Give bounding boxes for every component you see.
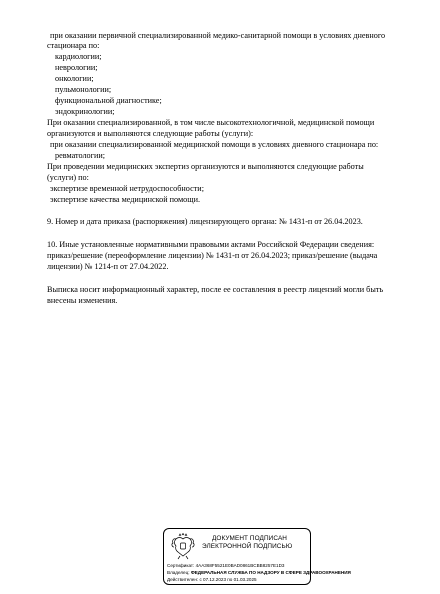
stamp-certificate: Сертификат: 4AA368F5521E0BAD0861BCBB8257E1D3 [167, 563, 285, 568]
stamp-title: ДОКУМЕНТ ПОДПИСАН [212, 535, 288, 542]
disclaimer-text: внесены изменения. [47, 296, 118, 305]
text-line: При оказании специализированной, в том числе высокотехнологичной, медицинской помощи [47, 118, 375, 127]
list-item: кардиологии; [55, 52, 102, 61]
section-9-text: 9. Номер и дата приказа (распоряжения) лицензирующего органа: № 1431-п от 26.04.2023. [47, 217, 363, 226]
stamp-title: ЭЛЕКТРОННОЙ ПОДПИСЬЮ [202, 543, 293, 550]
stamp-validity: Действителен: с 07.12.2023 по 01.03.2025 [167, 577, 257, 582]
text-line: При проведении медицинских экспертиз организуются и выполняются следующие работы [47, 162, 364, 171]
list-item: ревматологии; [55, 151, 106, 160]
text-line: при оказании специализированной медицинской помощи в условиях дневного стационара по: [50, 140, 379, 149]
section-10-text: лицензии) № 1214-п от 27.04.2022. [47, 262, 169, 271]
list-item: неврологии; [55, 63, 98, 72]
list-item: пульмонологии; [55, 85, 112, 94]
text-line: при оказании первичной специализированной медико-санитарной помощи в условиях дневного [50, 31, 386, 40]
list-item: функциональной диагностике; [55, 96, 162, 105]
electronic-signature-stamp [163, 528, 351, 585]
list-item: экспертизе временной нетрудоспособности; [50, 184, 204, 193]
text-line: (услуги) по: [47, 173, 89, 182]
section-10-text: 10. Иные установленные нормативными правовыми актами Российской Федерации сведения: [47, 240, 375, 249]
disclaimer-text: Выписка носит информационный характер, после ее составления в реестр лицензий могли быть [47, 285, 384, 294]
list-item: эндокринологии; [55, 107, 115, 116]
list-item: экспертизе качества медицинской помощи. [50, 195, 201, 204]
list-item: онкологии; [55, 74, 94, 83]
text-line: стационара по: [47, 41, 100, 50]
coat-of-arms-icon [170, 533, 196, 561]
section-10-text: приказ/решение (переоформление лицензии) № 1431-п от 26.04.2023; приказ/решение (выдача [47, 251, 378, 260]
text-line: организуются и выполняются следующие работы (услуги): [47, 129, 254, 138]
stamp-owner: Владелец: ФЕДЕРАЛЬНАЯ СЛУЖБА ПО НАДЗОРУ В СФЕРЕ ЗДРАВООХРАНЕНИЯ [167, 570, 351, 575]
